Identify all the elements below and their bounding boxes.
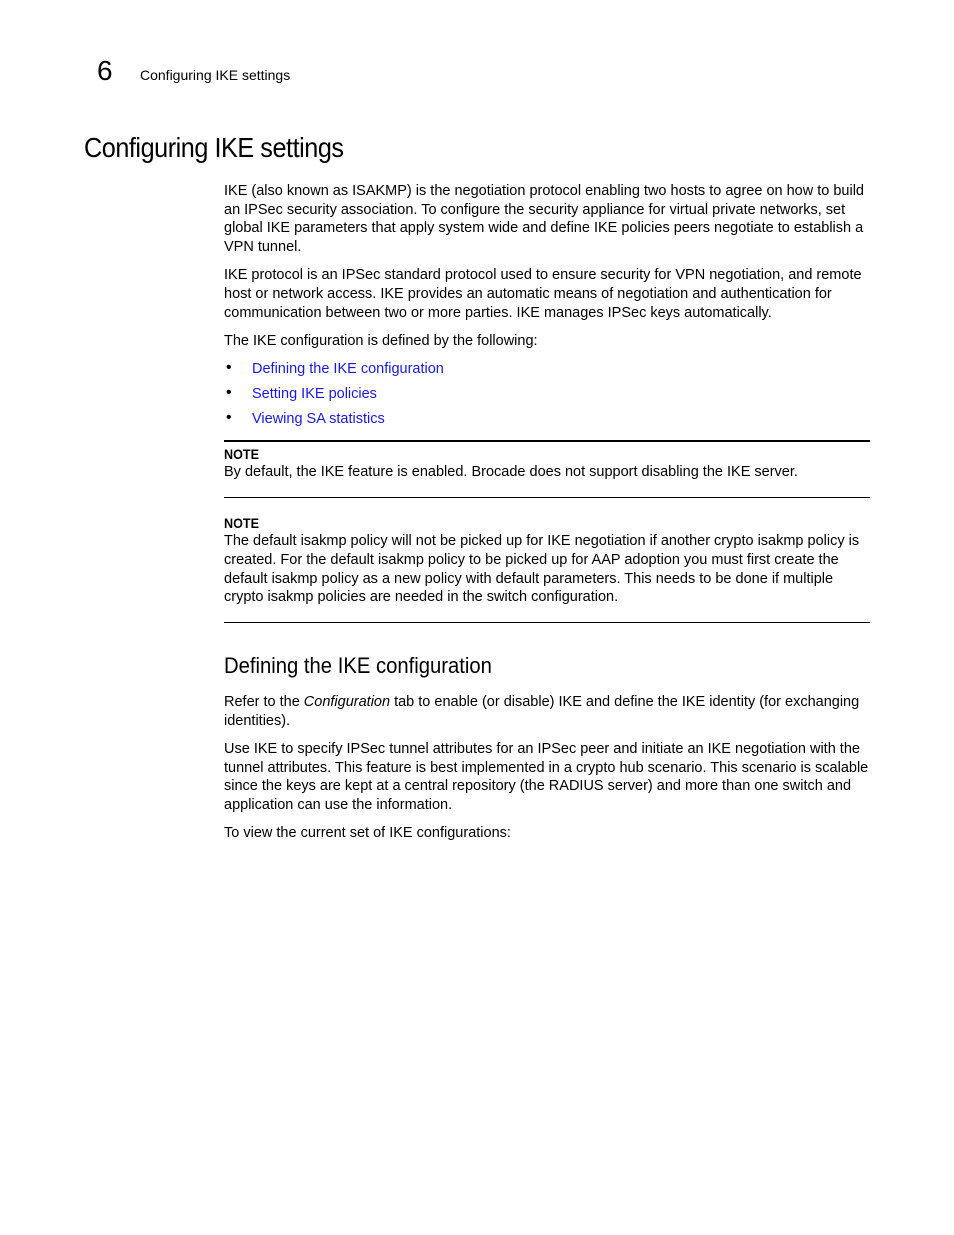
link-setting-ike-policies[interactable]: Setting IKE policies <box>252 385 377 402</box>
section-paragraph-1-start: Refer to the <box>224 694 304 711</box>
bullet-icon: • <box>226 358 232 376</box>
main-content <box>224 182 870 852</box>
section-paragraph-1 <box>224 693 870 730</box>
intro-paragraph-1: IKE (also known as ISAKMP) is the negotiation protocol enabling two hosts to agree on how to build an IPSec security association. To configure the security appliance for virtual private networks, set global IKE parameters that apply system wide and define IKE policies peers negotiate to establish a VPN tunnel. <box>224 183 864 256</box>
bullet-icon: • <box>226 408 232 426</box>
note-box-1 <box>224 440 870 498</box>
configuration-tab-reference: Configuration <box>303 694 391 711</box>
section-paragraph-2: Use IKE to specify IPSec tunnel attributes for an IPSec peer and initiate an IKE negotiation with the tunnel attributes. This feature is best implemented in a crypto hub scenario. This scenario is scalable since the keys are kept at a central repository (the RADIUS server) and more than one switch and application can use the information. <box>224 741 869 814</box>
section-paragraph-1-end: tab to enable (or disable) IKE and define the IKE identity (for exchanging identities). <box>224 694 860 730</box>
page-title: Configuring IKE settings <box>84 132 344 163</box>
topic-link-list <box>224 360 870 429</box>
intro-paragraph-3: The IKE configuration is defined by the following: <box>224 332 538 349</box>
note-text: The default isakmp policy will not be picked up for IKE negotiation if another crypto isakmp policy is created. For the default isakmp policy to be picked up for AAP adoption you must first create the default isakmp policy as a new policy with default parameters. This needs to be done if multiple crypto isakmp policies are needed in the switch configuration. <box>224 533 860 606</box>
running-header-title: Configuring IKE settings <box>140 67 291 83</box>
note-box-2 <box>224 514 870 623</box>
list-item <box>224 410 870 429</box>
note-text: By default, the IKE feature is enabled. Brocade does not support disabling the IKE server. <box>224 464 798 481</box>
note-label: NOTE <box>224 515 260 532</box>
link-defining-ike-configuration[interactable]: Defining the IKE configuration <box>252 360 444 377</box>
section-heading: Defining the IKE configuration <box>224 653 492 679</box>
section-paragraph-3: To view the current set of IKE configurations: <box>224 825 511 842</box>
list-item <box>224 360 870 379</box>
list-item <box>224 385 870 404</box>
note-label: NOTE <box>224 446 260 463</box>
link-viewing-sa-statistics[interactable]: Viewing SA statistics <box>252 410 385 427</box>
chapter-number: 6 <box>97 55 113 86</box>
bullet-icon: • <box>226 383 232 401</box>
intro-paragraph-2: IKE protocol is an IPSec standard protocol used to ensure security for VPN negotiation, and remote host or network access. IKE provides an automatic means of negotiation and authentication for communication between two or more parties. IKE manages IPSec keys automatically. <box>224 267 862 321</box>
